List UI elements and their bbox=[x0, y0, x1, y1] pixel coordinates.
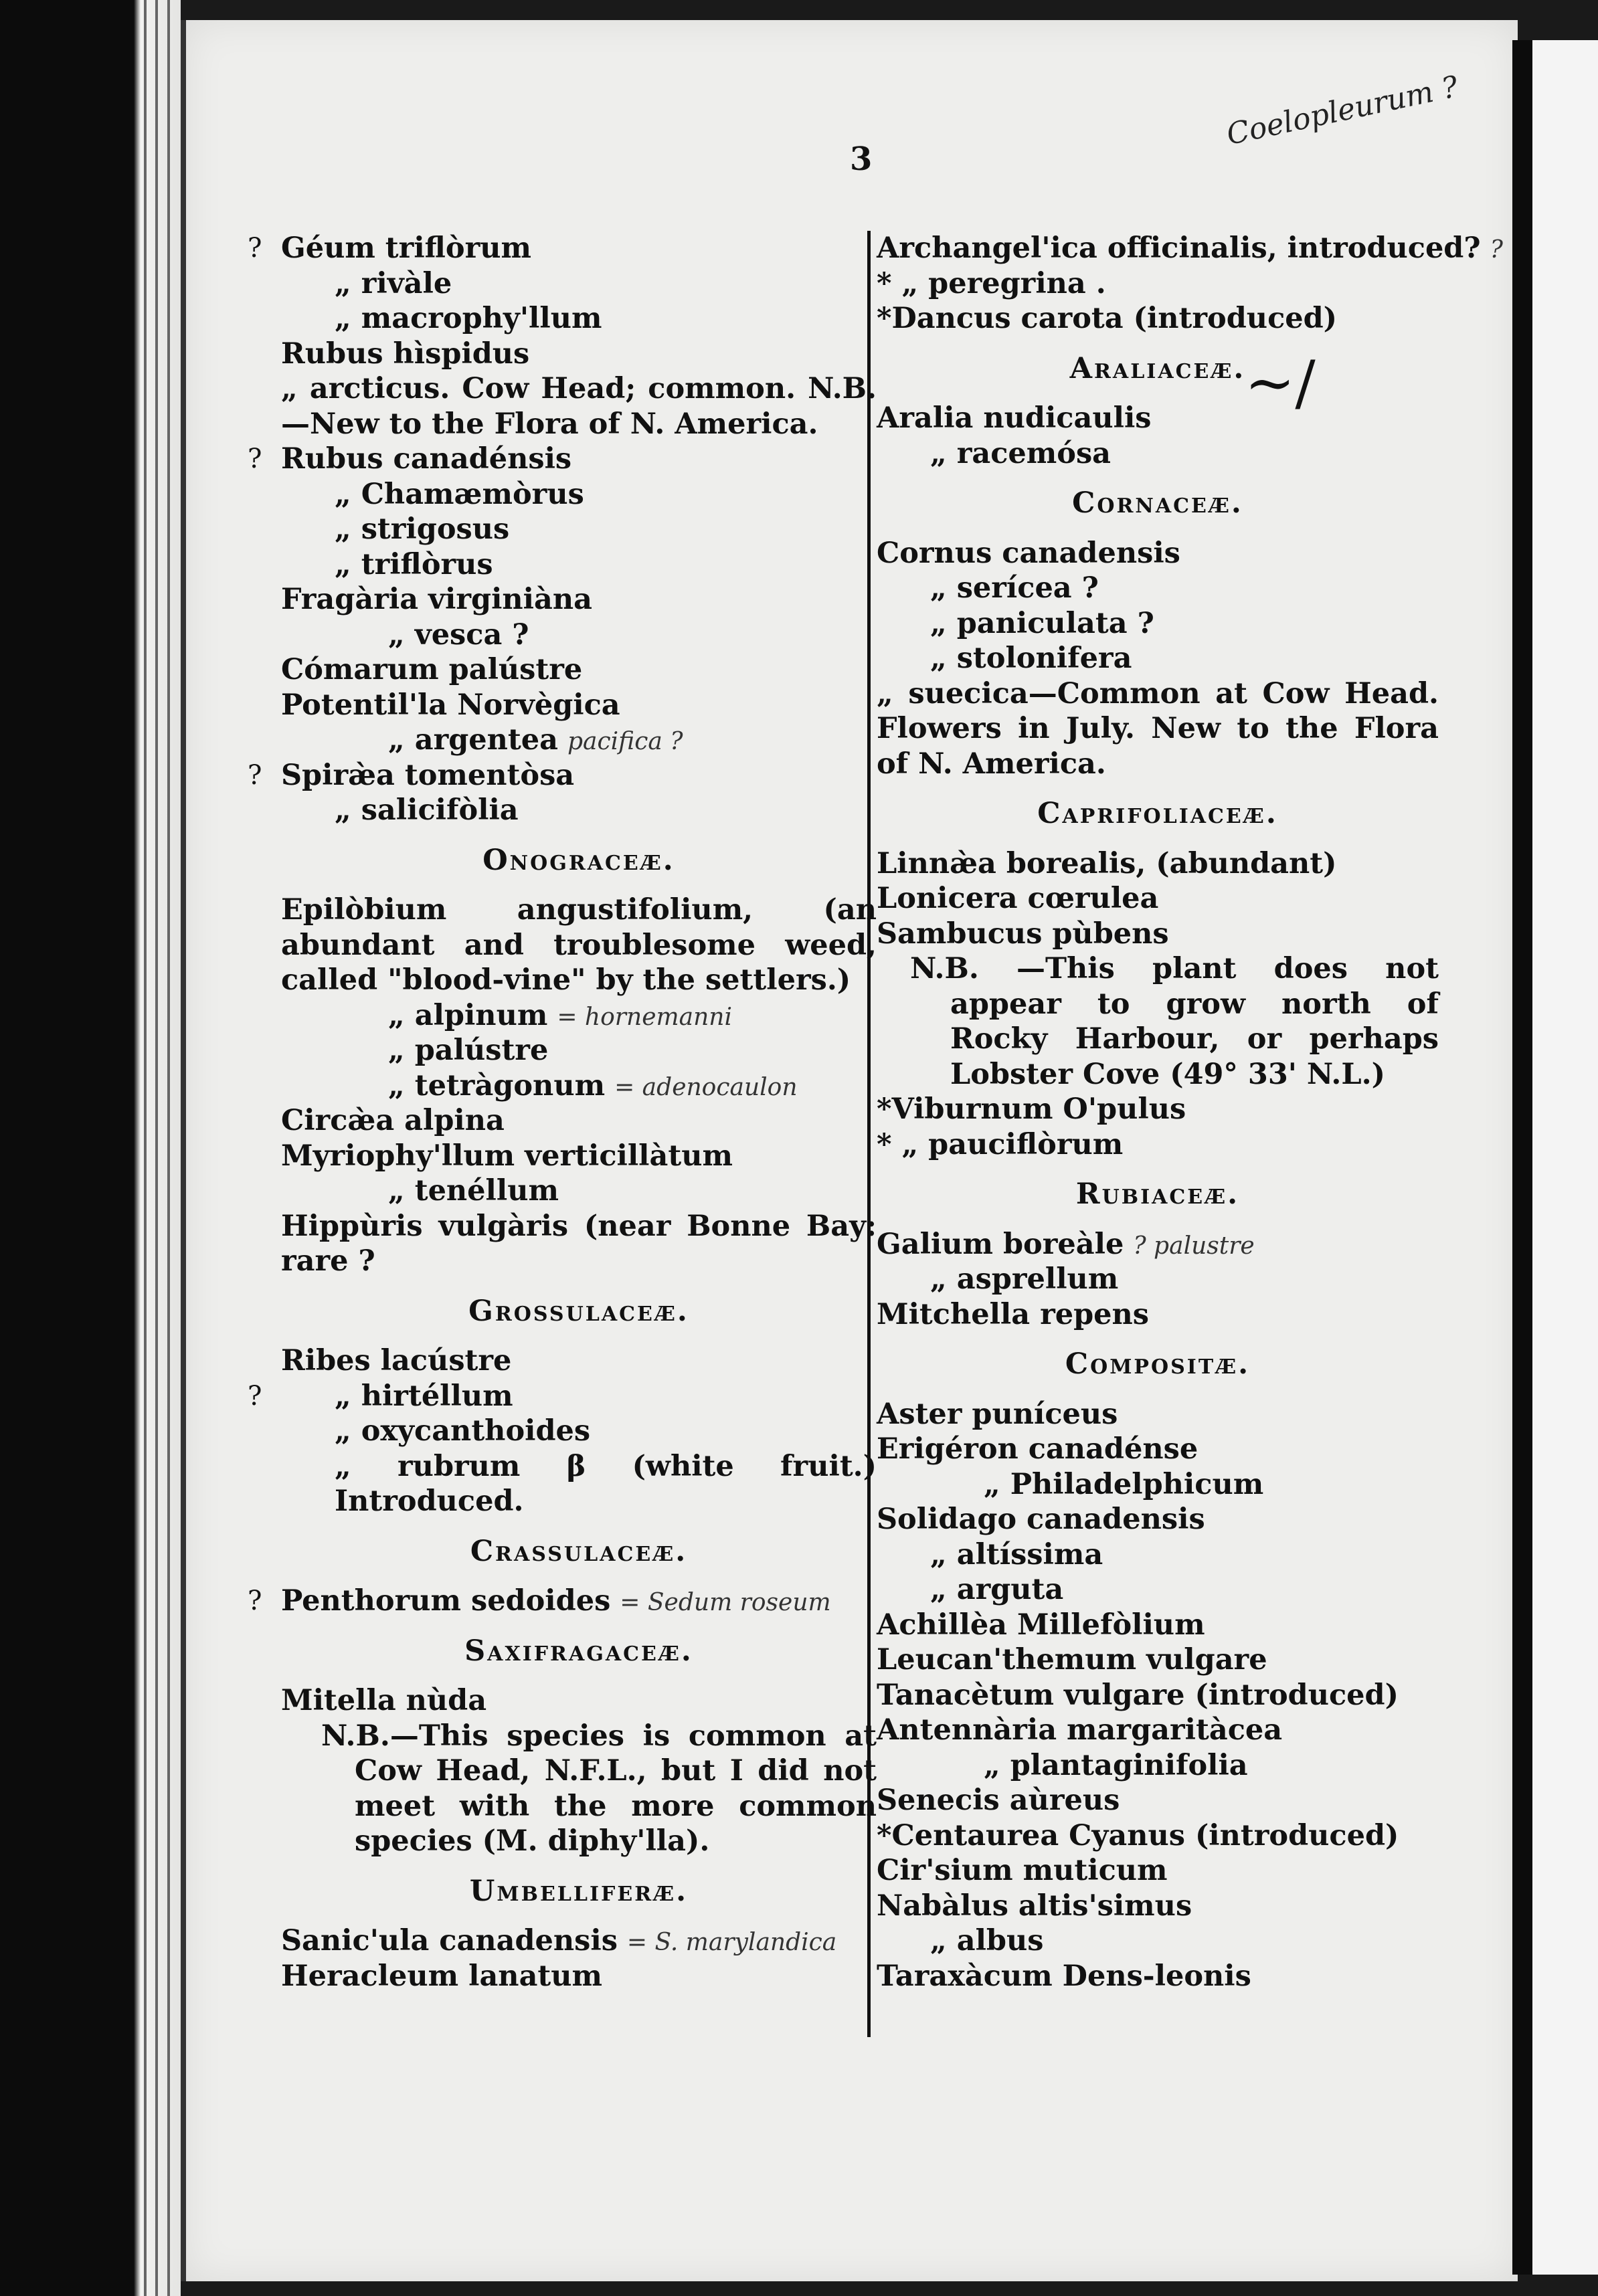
section-heading: Rubiaceæ. bbox=[1075, 1177, 1240, 1211]
species-name: „ altíssima bbox=[930, 1537, 1103, 1571]
species-entry bbox=[281, 1959, 877, 1994]
species-name: Ribes lacústre bbox=[281, 1344, 512, 1377]
species-entry bbox=[248, 231, 877, 266]
species-entry bbox=[877, 1397, 1439, 1432]
section-heading: Saxifragaceæ. bbox=[464, 1634, 693, 1668]
species-name: Géum triflòrum bbox=[281, 231, 532, 265]
section-heading: Grossulaceæ. bbox=[468, 1294, 689, 1328]
species-entry bbox=[877, 1853, 1439, 1889]
species-name: „ paniculata ? bbox=[930, 606, 1154, 640]
query-mark: ? bbox=[248, 759, 262, 791]
species-name: „ Chamæmòrus bbox=[335, 477, 584, 511]
species-name: Leucan'themum vulgare bbox=[877, 1643, 1267, 1677]
species-name: Senecis aùreus bbox=[877, 1784, 1120, 1817]
species-name: „ salicifòlia bbox=[335, 793, 519, 827]
note-paragraph bbox=[877, 676, 1439, 782]
species-entry bbox=[877, 1783, 1439, 1818]
species-name: „ stolonifera bbox=[930, 642, 1132, 675]
species-entry bbox=[281, 1139, 877, 1174]
species-name: Cómarum palústre bbox=[281, 653, 583, 686]
species-name: Mitchella repens bbox=[877, 1297, 1150, 1331]
species-name: Heracleum lanatum bbox=[281, 1959, 603, 1993]
note-paragraph bbox=[877, 951, 1439, 1092]
species-entry bbox=[281, 617, 877, 653]
species-name: „ tenéllum bbox=[388, 1174, 559, 1208]
page-edge-line bbox=[155, 0, 158, 2296]
species-entry bbox=[281, 1068, 877, 1104]
species-name: Lonicera cœrulea bbox=[877, 882, 1159, 915]
species-name: Aralia nudicaulis bbox=[877, 401, 1152, 435]
species-entry bbox=[281, 688, 877, 723]
handwritten-slash-mark: ~/ bbox=[1245, 348, 1316, 418]
species-name: „ asprellum bbox=[930, 1262, 1119, 1296]
species-entry bbox=[877, 401, 1439, 436]
species-name: „ arcticus. Cow Head; common. N.B.—New to the Flora of N. America. bbox=[281, 372, 877, 441]
species-entry bbox=[877, 1432, 1439, 1467]
species-entry bbox=[877, 1889, 1439, 1924]
section-heading: Onograceæ. bbox=[482, 843, 675, 877]
species-entry bbox=[281, 337, 877, 372]
species-name: Penthorum sedoides bbox=[281, 1584, 611, 1618]
page-edge-line bbox=[144, 0, 147, 2296]
species-name: Circæ̀a alpina bbox=[281, 1104, 505, 1137]
species-entry bbox=[281, 301, 877, 337]
species-entry bbox=[281, 793, 877, 828]
species-entry bbox=[877, 1818, 1439, 1854]
species-entry bbox=[877, 1227, 1439, 1262]
species-name: Solidago canadensis bbox=[877, 1503, 1205, 1536]
species-name: Fragària virginiàna bbox=[281, 583, 593, 616]
species-name: „ Philadelphicum bbox=[984, 1467, 1264, 1501]
section-heading: Umbelliferæ. bbox=[469, 1874, 689, 1908]
note-paragraph bbox=[281, 1209, 877, 1279]
section-heading: Compositæ. bbox=[1065, 1347, 1251, 1381]
species-entry bbox=[877, 1713, 1439, 1748]
species-name: Achillèa Millefòlium bbox=[877, 1608, 1205, 1642]
species-entry bbox=[281, 652, 877, 688]
species-name: Erigéron canadénse bbox=[877, 1432, 1198, 1466]
species-name: Potentil'la Norvègica bbox=[281, 688, 620, 722]
species-entry bbox=[877, 231, 1503, 266]
species-name: Galium boreàle bbox=[877, 1227, 1124, 1261]
species-name: „ plantaginifolia bbox=[984, 1748, 1248, 1782]
species-entry bbox=[877, 1262, 1439, 1297]
species-name: „ alpinum bbox=[388, 998, 548, 1032]
species-entry bbox=[877, 1608, 1439, 1643]
query-mark: ? bbox=[248, 444, 262, 474]
species-name: * „ peregrina . bbox=[877, 266, 1106, 300]
section-heading: Caprifoliaceæ. bbox=[1037, 797, 1278, 830]
handwritten-corner-note: Coelopleurum ? bbox=[1223, 69, 1461, 153]
species-entry bbox=[877, 1959, 1439, 1994]
species-entry bbox=[877, 266, 1439, 302]
handwritten-annotation: ? palustre bbox=[1133, 1232, 1255, 1260]
species-entry bbox=[877, 1923, 1439, 1959]
species-name: „ suecica—Common at Cow Head. Flowers in July. New to the Flora of N. America. bbox=[877, 676, 1439, 781]
note-paragraph bbox=[281, 1719, 877, 1859]
species-entry bbox=[281, 582, 877, 617]
handwritten-annotation: = Sedum roseum bbox=[620, 1589, 831, 1616]
species-name: Sanic'ula canadensis bbox=[281, 1924, 618, 1957]
species-entry bbox=[877, 1502, 1439, 1537]
species-entry bbox=[877, 436, 1439, 472]
species-name: „ vesca ? bbox=[388, 617, 529, 652]
species-name: „ tetràgonum bbox=[388, 1068, 606, 1103]
species-name: N.B.—This species is common at Cow Head, N.F.L., but I did not meet with the more common species (M. diphy'lla). bbox=[321, 1719, 877, 1858]
note-paragraph bbox=[281, 1449, 877, 1519]
species-entry bbox=[281, 1923, 877, 1959]
species-entry bbox=[877, 1127, 1439, 1163]
species-name: *Dancus carota (introduced) bbox=[877, 302, 1338, 335]
species-entry bbox=[877, 1537, 1439, 1573]
section-heading: Araliaceæ. bbox=[1069, 351, 1246, 385]
species-name: Nabàlus altis'simus bbox=[877, 1889, 1192, 1923]
species-name: Epilòbium angustifolium, (an abundant and troublesome weed, called "blood-vine" by the settlers.) bbox=[281, 893, 877, 997]
species-name: „ argentea bbox=[388, 723, 558, 757]
species-entry bbox=[877, 846, 1439, 882]
species-name: Rubus canadénsis bbox=[281, 442, 572, 476]
right-column bbox=[877, 231, 1503, 1994]
note-paragraph bbox=[281, 371, 877, 442]
species-name: Aster puníceus bbox=[877, 1397, 1118, 1431]
species-name: Linnæ̀a borealis, (abundant) bbox=[877, 846, 1337, 880]
species-name: „ serícea ? bbox=[930, 571, 1099, 605]
handwritten-annotation: = S. marylandica bbox=[626, 1929, 837, 1956]
page-number: 3 bbox=[850, 140, 873, 178]
species-name: Mitella nùda bbox=[281, 1684, 487, 1717]
species-entry bbox=[281, 512, 877, 547]
species-entry bbox=[281, 477, 877, 512]
species-entry bbox=[281, 1683, 877, 1719]
left-column bbox=[248, 231, 877, 1994]
species-entry bbox=[877, 641, 1439, 676]
species-name: Hippùris vulgàris (near Bonne Bay: rare ? bbox=[281, 1209, 877, 1278]
species-entry bbox=[281, 1173, 877, 1209]
species-entry bbox=[877, 1572, 1439, 1608]
species-entry bbox=[281, 723, 877, 758]
species-name: Myriophy'llum verticillàtum bbox=[281, 1139, 733, 1173]
species-name: Sambucus pùbens bbox=[877, 917, 1169, 951]
section-heading: Crassulaceæ. bbox=[470, 1534, 688, 1568]
species-entry bbox=[877, 536, 1439, 571]
species-entry bbox=[281, 547, 877, 583]
species-name: Cornus canadensis bbox=[877, 536, 1180, 570]
right-page-edge bbox=[1512, 40, 1598, 2275]
section-heading: Cornaceæ. bbox=[1072, 486, 1243, 520]
species-name: Antennària margaritàcea bbox=[877, 1713, 1283, 1747]
species-name: „ palústre bbox=[388, 1034, 549, 1067]
species-entry bbox=[248, 758, 877, 793]
species-entry bbox=[877, 1467, 1439, 1503]
species-name: *Viburnum O'pulus bbox=[877, 1092, 1186, 1126]
handwritten-annotation: = adenocaulon bbox=[614, 1073, 798, 1101]
species-name: „ arguta bbox=[930, 1573, 1064, 1606]
query-mark: ? bbox=[248, 1380, 262, 1412]
species-entry bbox=[281, 1033, 877, 1068]
species-entry bbox=[248, 1584, 877, 1619]
species-name: „ racemósa bbox=[930, 436, 1112, 470]
handwritten-annotation: = hornemanni bbox=[557, 1003, 732, 1031]
species-entry bbox=[281, 1414, 877, 1449]
species-name: „ oxycanthoides bbox=[335, 1414, 591, 1448]
species-entry bbox=[281, 266, 877, 302]
species-name: Taraxàcum Dens-leonis bbox=[877, 1959, 1251, 1993]
species-entry bbox=[877, 606, 1439, 642]
species-name: * „ pauciflòrum bbox=[877, 1127, 1124, 1161]
page-edge-line bbox=[167, 0, 170, 2296]
species-name: „ rubrum β (white fruit.) Introduced. bbox=[335, 1449, 877, 1518]
species-name: Tanacètum vulgare (introduced) bbox=[877, 1678, 1399, 1712]
species-entry bbox=[877, 301, 1439, 337]
species-name: „ hirtéllum bbox=[335, 1379, 513, 1413]
species-entry bbox=[877, 1678, 1439, 1713]
species-entry bbox=[248, 1379, 877, 1414]
species-name: *Centaurea Cyanus (introduced) bbox=[877, 1818, 1399, 1852]
species-name: Cir'sium muticum bbox=[877, 1854, 1168, 1887]
species-name: „ strigosus bbox=[335, 512, 510, 546]
species-name: Archangel'ica officinalis, introduced? bbox=[877, 231, 1481, 265]
species-entry bbox=[877, 1748, 1439, 1784]
species-entry bbox=[877, 881, 1439, 917]
species-entry bbox=[877, 1092, 1439, 1127]
query-mark: ? bbox=[1490, 236, 1503, 264]
species-entry bbox=[281, 1103, 877, 1139]
species-entry bbox=[281, 1343, 877, 1379]
species-entry bbox=[281, 998, 877, 1034]
note-paragraph bbox=[281, 892, 877, 998]
species-name: „ triflòrus bbox=[335, 547, 493, 581]
species-entry bbox=[877, 571, 1439, 606]
left-page-edge bbox=[0, 0, 181, 2296]
species-name: Rubus hìspidus bbox=[281, 337, 530, 371]
species-name: „ macrophy'llum bbox=[335, 302, 602, 335]
species-entry bbox=[877, 917, 1439, 952]
species-name: Spiræ̀a tomentòsa bbox=[281, 758, 575, 792]
species-entry bbox=[877, 1642, 1439, 1678]
query-mark: ? bbox=[248, 233, 262, 264]
query-mark: ? bbox=[248, 1586, 262, 1616]
species-name: N.B. —This plant does not appear to grow north of Rocky Harbour, or perhaps Lobster Cove (49° 33' N.L.) bbox=[910, 952, 1439, 1091]
species-entry bbox=[248, 442, 877, 477]
species-name: „ albus bbox=[930, 1924, 1044, 1957]
handwritten-annotation: pacifica ? bbox=[567, 728, 683, 755]
species-entry bbox=[877, 1297, 1439, 1333]
species-name: „ rivàle bbox=[335, 266, 452, 300]
